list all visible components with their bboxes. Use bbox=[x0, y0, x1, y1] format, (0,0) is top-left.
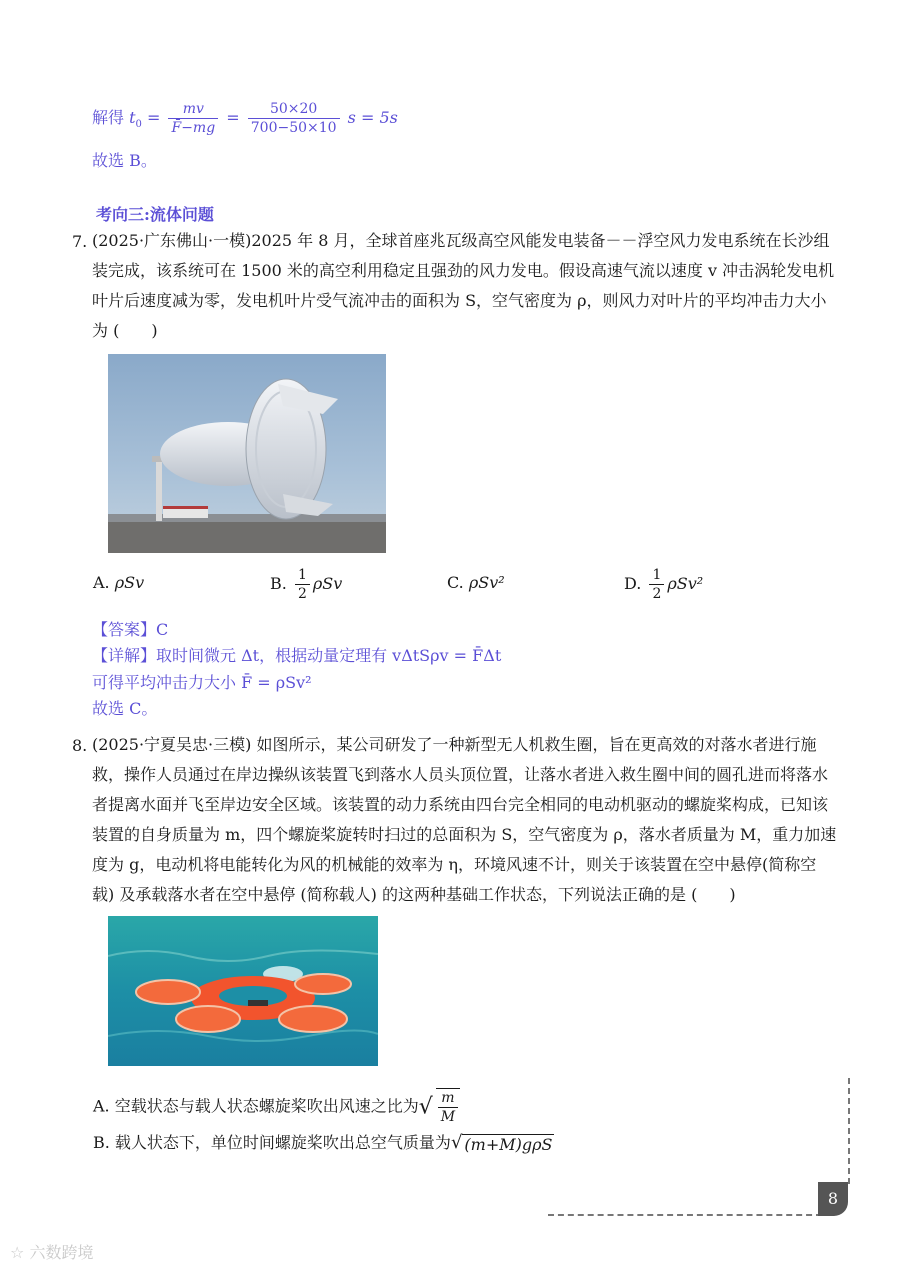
q7-option-c[interactable] bbox=[447, 573, 505, 592]
page-border-vertical bbox=[848, 1078, 850, 1184]
page-number-tab bbox=[818, 1182, 848, 1216]
watermark-text: 六数跨境 bbox=[29, 1243, 94, 1262]
t0-subscript: 0 bbox=[135, 119, 142, 131]
q7-answer: 【答案】C bbox=[92, 620, 169, 639]
question-7-number: 7. bbox=[72, 232, 88, 251]
question-8-number: 8. bbox=[72, 736, 88, 755]
solution-conclusion: 故选 B。 bbox=[92, 151, 157, 170]
option-label: D. bbox=[624, 574, 642, 593]
frac-num: 1 bbox=[295, 566, 310, 585]
q7-image-floating-turbine bbox=[108, 354, 386, 553]
option-label: A. bbox=[93, 573, 110, 592]
option-value: ρSv² bbox=[667, 574, 704, 593]
watermark-logo-icon: ☆ bbox=[10, 1243, 25, 1262]
option-value: ρSv bbox=[114, 573, 145, 592]
option-sqrt-value: (m+M)gρS bbox=[464, 1134, 553, 1154]
option-label: B. 载人状态下，单位时间螺旋桨吹出总空气质量为 bbox=[93, 1133, 451, 1152]
frac2-numerator: 50×20 bbox=[248, 100, 340, 119]
question-8-text: (2025·宁夏吴忠·三模) 如图所示，某公司研发了一种新型无人机救生圈，旨在更高效的对落水者进行施救，操作人员通过在岸边操纵该装置飞到落水人员头顶位置，让落水者进入救生圈中间的圆孔进而将落水者提离水面并飞至岸边安全区域。该装置的动力系统由四台完全相同的电动机驱动的螺旋桨构成，已知该装置的自身质量为 m，四个螺旋桨旋转时扫过的总面积为 S，空气密度为 ρ，落水者质量为 M，重力加速度为 g，电动机将电能转化为风的机械能的效率为 η，环境风速不计，则关于该装置在空中悬停(简称空载) 及承载落水者在空中悬停 (简称载人) 的这两种基础工作状态，下列说法正确的是 ( ) bbox=[92, 735, 837, 904]
frac-den: 2 bbox=[297, 586, 307, 602]
frac-num: m bbox=[441, 1090, 455, 1106]
t0-symbol: t bbox=[129, 108, 136, 127]
fraction-2 bbox=[248, 100, 340, 137]
question-7-text: (2025·广东佛山·一模)2025 年 8 月，全球首座兆瓦级高空风能发电装备－－浮空风力发电系统在长沙组装完成，该系统可在 1500 米的高空利用稳定且强劲的风力发电。假设高速气流以速度 v 冲击涡轮发电机叶片后速度减为零，发电机叶片受气流冲击的面积为 S，空气密度为 ρ，则风力对叶片的平均冲击力大小为 ( ) bbox=[92, 231, 835, 340]
watermark bbox=[10, 1240, 93, 1263]
option-value: ρSv² bbox=[468, 573, 505, 592]
option-fraction bbox=[649, 566, 664, 603]
frac-den: M bbox=[440, 1109, 456, 1125]
q8-option-b[interactable]: B. 载人状态下，单位时间螺旋桨吹出总空气质量为√ (m+M)gρS bbox=[93, 1132, 553, 1154]
frac2-denominator: 700−50×10 bbox=[250, 120, 337, 136]
q8-option-a[interactable]: A. 空载状态与载人状态螺旋桨吹出风速之比为√ $\frac{m}{M}$ bbox=[93, 1088, 463, 1126]
option-label: C. bbox=[447, 573, 464, 592]
option-fraction bbox=[436, 1088, 460, 1126]
solution-result: s = 5s bbox=[347, 108, 398, 127]
q7-option-b[interactable] bbox=[270, 566, 342, 603]
page-border-horizontal bbox=[548, 1214, 822, 1216]
q8-image-drone-lifebuoy bbox=[108, 916, 378, 1066]
option-label: B. bbox=[270, 574, 287, 593]
frac-num: 1 bbox=[649, 566, 664, 585]
fraction-1 bbox=[168, 100, 218, 137]
q7-explain-2: 可得平均冲击力大小 F̄ = ρSv² bbox=[92, 673, 312, 692]
page-number: 8 bbox=[827, 1189, 839, 1208]
option-label: A. 空载状态与载人状态螺旋桨吹出风速之比为 bbox=[93, 1096, 419, 1116]
frac1-numerator: mv bbox=[182, 101, 204, 117]
q7-explain-1: 【详解】取时间微元 Δt，根据动量定理有 vΔtSρv = F̄Δt bbox=[92, 646, 502, 665]
option-fraction bbox=[295, 566, 310, 603]
solution-prefix: 解得 bbox=[92, 108, 130, 127]
solution-line: 解得 $t_0$ = $\frac{mv}{F̄-mg}$ = $\frac{50\times 20}{700-50\times 10}$ s = 5s bbox=[92, 101, 398, 136]
frac-den: 2 bbox=[652, 586, 662, 602]
option-value: ρSv bbox=[312, 574, 343, 593]
section-title: 考向三:流体问题 bbox=[96, 205, 214, 224]
q7-explain-3: 故选 C。 bbox=[92, 699, 158, 718]
q7-option-a[interactable] bbox=[93, 573, 144, 592]
frac1-denominator: F̄−mg bbox=[171, 120, 216, 136]
q7-option-d[interactable] bbox=[624, 566, 703, 603]
